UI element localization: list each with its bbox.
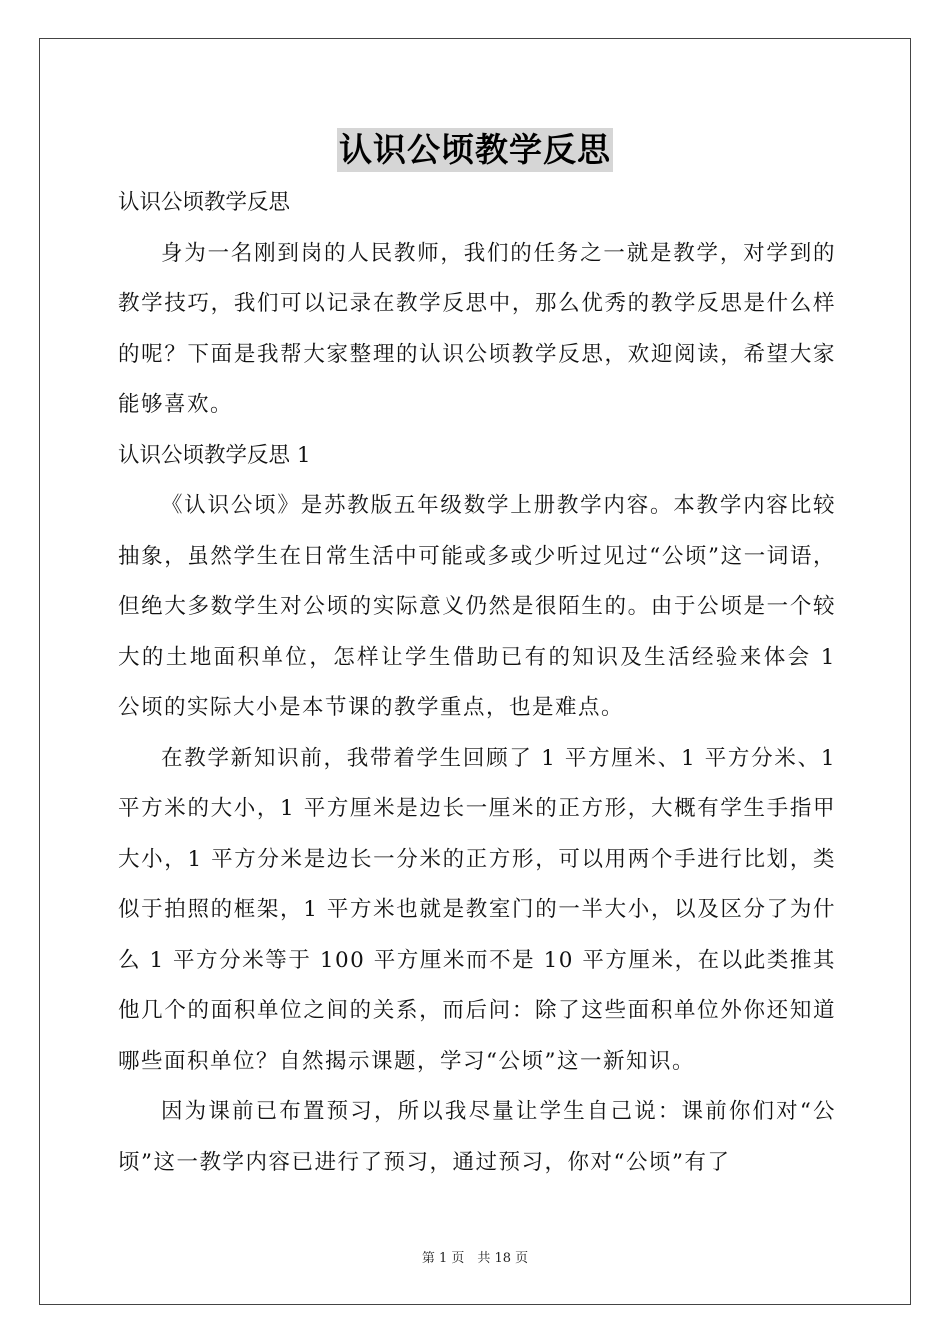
intro-paragraph: 身为一名刚到岗的人民教师，我们的任务之一就是教学，对学到的教学技巧，我们可以记录在教学反思中，那么优秀的教学反思是什么样的呢？下面是我帮大家整理的认识公顷教学反思，欢迎阅读，希望大家能够喜欢。 xyxy=(118,240,836,417)
title-container xyxy=(0,128,950,172)
document-subtitle: 认识公顷教学反思 xyxy=(118,190,291,215)
document-title: 认识公顷教学反思 xyxy=(337,128,613,172)
section-heading: 认识公顷教学反思 1 xyxy=(118,442,311,468)
page-footer: 第 1 页 共 18 页 xyxy=(421,1251,529,1266)
document-body xyxy=(118,178,836,1188)
body-paragraph: 因为课前已布置预习，所以我尽量让学生自己说：课前你们对“公顷”这一教学内容已进行了预习，通过预习，你对“公顷”有了 xyxy=(118,1099,836,1175)
body-paragraph: 在教学新知识前，我带着学生回顾了 1 平方厘米、1 平方分米、1 平方米的大小，1 平方厘米是边长一厘米的正方形，大概有学生手指甲大小，1 平方分米是边长一分米的正方形，可以用两个手进行比划，类似于拍照的框架，1 平方米也就是教室门的一半大小，以及区分了为什么 1 平方分米等于 100 平方厘米而不是 10 平方厘米，在以此类推其他几个的面积单位之间的关系，而后问：除了这些面积单位外你还知道哪些面积单位？自然揭示课题，学习“公顷”这一新知识。 xyxy=(118,745,836,1074)
body-paragraph: 《认识公顷》是苏教版五年级数学上册教学内容。本教学内容比较抽象，虽然学生在日常生活中可能或多或少听过见过“公顷”这一词语，但绝大多数学生对公顷的实际意义仍然是很陌生的。由于公顷是一个较大的土地面积单位，怎样让学生借助已有的知识及生活经验来体会 1 公顷的实际大小是本节课的教学重点，也是难点。 xyxy=(118,493,836,720)
